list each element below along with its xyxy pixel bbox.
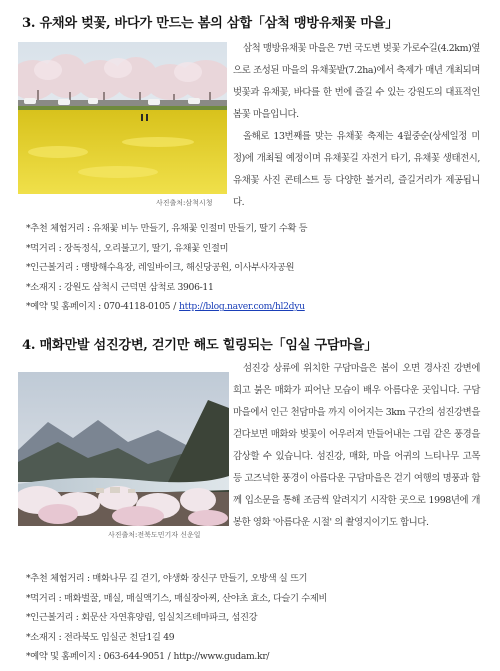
samcheok-canola-photo [18,42,227,194]
section-3-info-item: *추천 체험거리 : 유채꽃 비누 만들기, 유채꽃 인절미 만들기, 딸기 수확 등 [26,223,308,234]
section-4-homepage-link[interactable]: http://www.gudam.kr/ [173,651,270,663]
section-3-contact-row [26,297,481,317]
section-3-paragraph-1: 삼척 맹방유채꽃 마을은 7번 국도변 벚꽃 가로수길(4.2km)옆으로 조성된 마을의 유채꽃밭(7.2ha)에서 축제가 매년 개최되며 벚꽃과 유채꽃, 바다를 한 번에 즐길 수 있는 강원도의 대표적인 봄꽃 마을입니다. [233,43,480,120]
section-4-title: 4. 매화만발 섬진강변, 걷기만 해도 힐링되는「임실 구담마을」 [22,338,378,353]
section-4-info-list [26,569,481,667]
section-4-caption: 사진출처:전북도민기자 신운일 [108,531,201,539]
section-3-homepage-link[interactable]: http://blog.naver.com/hl2dyu [179,301,305,313]
section-3-paragraph-2: 올해로 13번째를 맞는 유채꽃 축제는 4월중순(상세일정 미정)에 개최될 예정이며 유채꽃길 자전거 타기, 유채꽃 생태전시, 유채꽃 사진 콘테스트 등 다양한 볼거리, 즐길거리가 제공됩니다. [233,131,480,208]
section-4-info-item: *소재지 : 전라북도 임실군 천담1길 49 [26,631,175,643]
section-4-info-item: *인근볼거리 : 회문산 자연휴양림, 임실치즈테마파크, 섬진강 [26,612,258,624]
section-4-contact-row [26,647,481,667]
section-3-title: 3. 유채와 벚꽃, 바다가 만드는 봄의 삼합「삼척 맹방유채꽃 마을」 [22,16,399,31]
section-3-body [233,38,480,214]
section-4-contact-label: *예약 및 홈페이지 : 063-644-9051 [26,651,165,663]
separator: / [173,301,177,313]
section-4-info-item: *추천 체험거리 : 매화나무 길 걷기, 야생화 장신구 만들기, 오방색 실 뜨기 [26,573,308,584]
section-3-info-item: *소재지 : 강원도 삼척시 근덕면 삼척로 3906-11 [26,281,214,293]
section-3-caption: 사진출처:삼척시청 [156,199,213,207]
section-3-contact-label: *예약 및 홈페이지 : 070-4118-0105 [26,301,171,313]
section-4-body [233,358,480,534]
section-3-info-list [26,219,481,317]
separator: / [167,651,171,663]
gudam-village-photo [18,372,229,526]
section-4-paragraph-1: 섬진강 상류에 위치한 구담마을은 봄이 오면 경사진 강변에 희고 붉은 매화가 피어난 모습이 배우 아름다운 곳입니다. 구담마을에서 인근 천담마을 까지 이어지는 3km 구간의 섬진강변을 걷다보면 매화와 벚꽃이 어우러져 만들어내는 그림 같은 풍경을 감상할 수 있습니다. 섬진강, 매화, 마을 어귀의 느티나무 고목 등 고즈넉한 풍경이 아름다운 구담마을은 걷기 여행의 명풍과 함께 입소문을 통해 조금씩 알려지기 시작한 곳으로 1998년에 개봉한 영화 '아름다운 시절' 의 촬영지이기도 합니다. [233,363,480,528]
section-3-info-item: *먹거리 : 장독정식, 오리불고기, 딸기, 유채꽃 인절미 [26,242,229,254]
section-4-info-item: *먹거리 : 매화벌꿀, 매실, 매실액기스, 매실장아찌, 산야초 효소, 다슬기 수제비 [26,592,328,604]
section-3-info-item: *인근볼거리 : 맹방해수욕장, 레일바이크, 해신당공원, 이사부사자공원 [26,262,295,274]
